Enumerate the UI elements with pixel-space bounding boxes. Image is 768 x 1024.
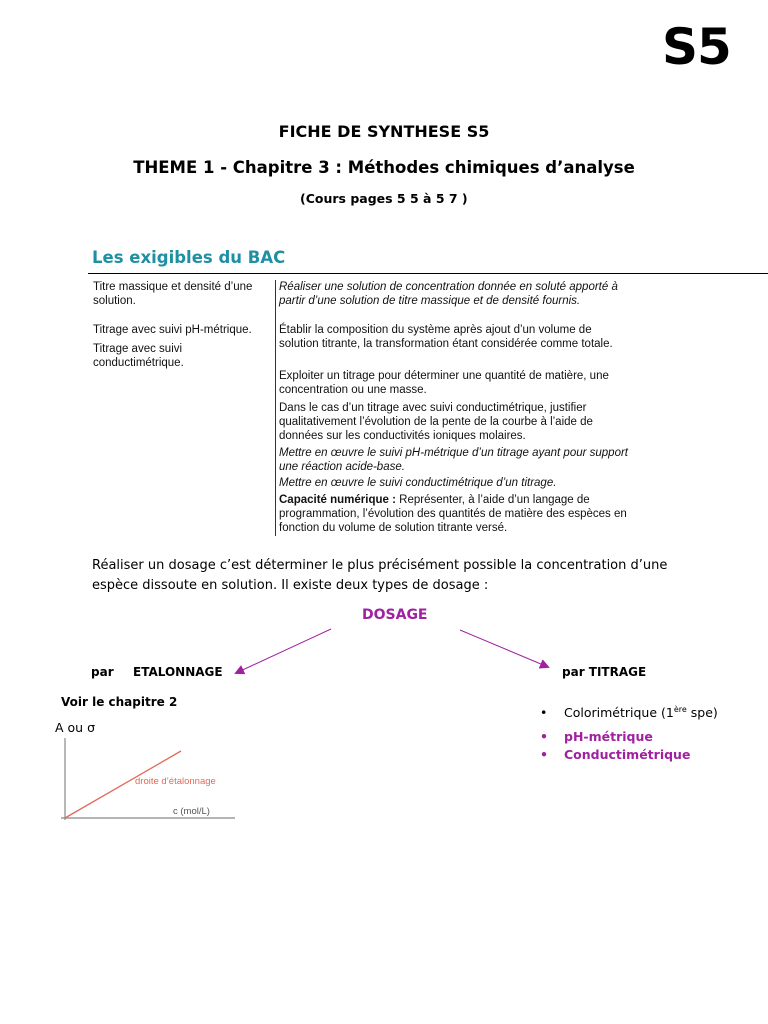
skill-titrage-ph: Titrage avec suivi pH-métrique.	[93, 324, 252, 336]
see-chapter-note: Voir le chapitre 2	[61, 695, 178, 709]
skill-titre-massique: Titre massique et densité d’une solution.	[93, 281, 253, 308]
etalonnage-label: ETALONNAGE	[133, 665, 223, 679]
requirement-item: Réaliser une solution de concentration donnée en soluté apporté à partir d’une solution de titre massique et de densité fournis.	[279, 281, 618, 308]
capacite-text: Représenter, à l’aide d’un langage de programmation, l’évolution des quantités de matière des espèces en fonction du volume de solution titrante versé.	[279, 494, 627, 535]
section-title-exigibles: Les exigibles du BAC	[92, 248, 286, 267]
arrow-to-titrage	[460, 630, 548, 667]
calibration-graph	[55, 735, 245, 830]
skill-titrage-conductimetrique: Titrage avec suivi conductimétrique.	[93, 343, 184, 370]
bullet-icon: •	[540, 729, 548, 744]
bullet-icon: •	[540, 747, 548, 762]
list-item-ph-metrique: • pH-métrique	[540, 729, 653, 744]
requirement-item: Mettre en œuvre le suivi conductimétrique d’un titrage.	[279, 477, 557, 489]
list-item-conductimetrique: • Conductimétrique	[540, 747, 691, 762]
requirement-item: Dans le cas d’un titrage avec suivi conductimétrique, justifier qualitativement l’évolution de la pente de la courbe à l’aide de données sur les conductivités ioniques molaires.	[279, 402, 593, 443]
bullet-icon: •	[540, 705, 548, 721]
diagram-center-label: DOSAGE	[362, 607, 428, 623]
requirement-item: Mettre en œuvre le suivi pH-métrique d’un titrage ayant pour support une réaction acide-base.	[279, 447, 628, 474]
page-title: FICHE DE SYNTHESE S5	[278, 122, 490, 141]
requirement-item: Exploiter un titrage pour déterminer une quantité de matière, une concentration ou une masse.	[279, 370, 609, 397]
intro-line-1: Réaliser un dosage c’est déterminer le plus précisément possible la concentration d’une	[92, 558, 668, 573]
chapter-title: THEME 1 - Chapitre 3 : Méthodes chimiques d’analyse	[133, 158, 635, 177]
intro-line-2: espèce dissoute en solution. Il existe deux types de dosage :	[92, 578, 489, 593]
list-item-colorimetrique: • Colorimétrique (1ère spe)	[540, 705, 718, 721]
graph-x-label: c (mol/L)	[173, 806, 210, 817]
series-badge: S5	[662, 18, 731, 76]
capacite-label: Capacité numérique :	[279, 494, 396, 506]
course-pages: (Cours pages 5 5 à 5 7 )	[300, 191, 468, 206]
calibration-line-label: droite d’étalonnage	[135, 776, 216, 787]
requirement-item: Établir la composition du système après ajout d’un volume de solution titrante, la transformation étant considérée comme totale.	[279, 324, 613, 351]
arrow-to-etalonnage	[236, 629, 331, 673]
left-par-label: par	[91, 665, 114, 679]
titrage-label: par TITRAGE	[562, 665, 647, 679]
graph-y-label: A ou σ	[55, 720, 95, 735]
